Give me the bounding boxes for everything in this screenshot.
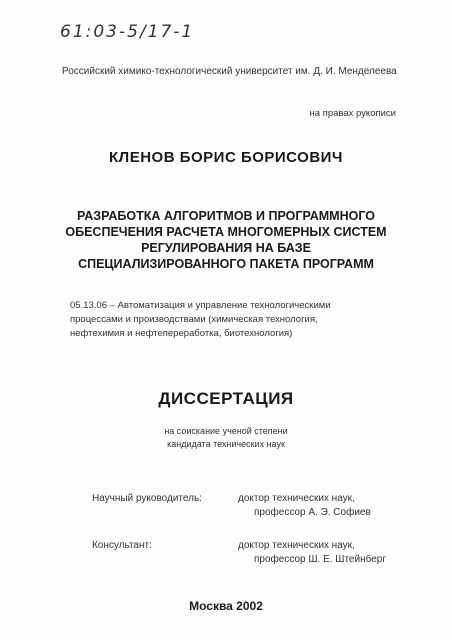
supervisor-role: Научный руководитель:	[92, 493, 202, 504]
specialty-code	[70, 299, 415, 341]
rights-note: на правах рукописи	[309, 108, 396, 119]
handwritten-archive-code: 61:03-5/17-1	[60, 22, 195, 42]
city-year: Москва 2002	[189, 599, 263, 613]
institution-name: Российский химико-технологический университет им. Д. И. Менделеева	[62, 66, 397, 77]
specialty-line: 05.13.06 – Автоматизация и управление технологическими	[70, 300, 331, 311]
supervisor-name: профессор А. Э. Софиев	[254, 507, 371, 518]
specialty-line: процессами и производствами (химическая технология,	[70, 314, 318, 325]
dissertation-title	[40, 208, 412, 272]
consultant-title: доктор технических наук,	[238, 540, 355, 551]
title-line: ОБЕСПЕЧЕНИЯ РАСЧЕТА МНОГОМЕРНЫХ СИСТЕМ	[65, 225, 387, 239]
document-type: ДИССЕРТАЦИЯ	[158, 389, 294, 408]
title-line: РЕГУЛИРОВАНИЯ НА БАЗЕ	[141, 241, 311, 255]
author-name: КЛЕНОВ БОРИС БОРИСОВИЧ	[109, 149, 343, 166]
title-line: РАЗРАБОТКА АЛГОРИТМОВ И ПРОГРАММНОГО	[77, 209, 375, 223]
degree-statement	[0, 425, 452, 451]
consultant-role: Консультант:	[92, 540, 152, 551]
degree-line: кандидата технических наук	[167, 439, 285, 449]
degree-line: на соискание ученой степени	[164, 426, 288, 436]
supervisor-title: доктор технических наук,	[238, 493, 355, 504]
specialty-line: нефтехимия и нефтепереработка, биотехнология)	[70, 328, 293, 339]
consultant-name: профессор Ш. Е. Штейнберг	[254, 554, 386, 565]
title-line: СПЕЦИАЛИЗИРОВАННОГО ПАКЕТА ПРОГРАММ	[78, 257, 374, 271]
